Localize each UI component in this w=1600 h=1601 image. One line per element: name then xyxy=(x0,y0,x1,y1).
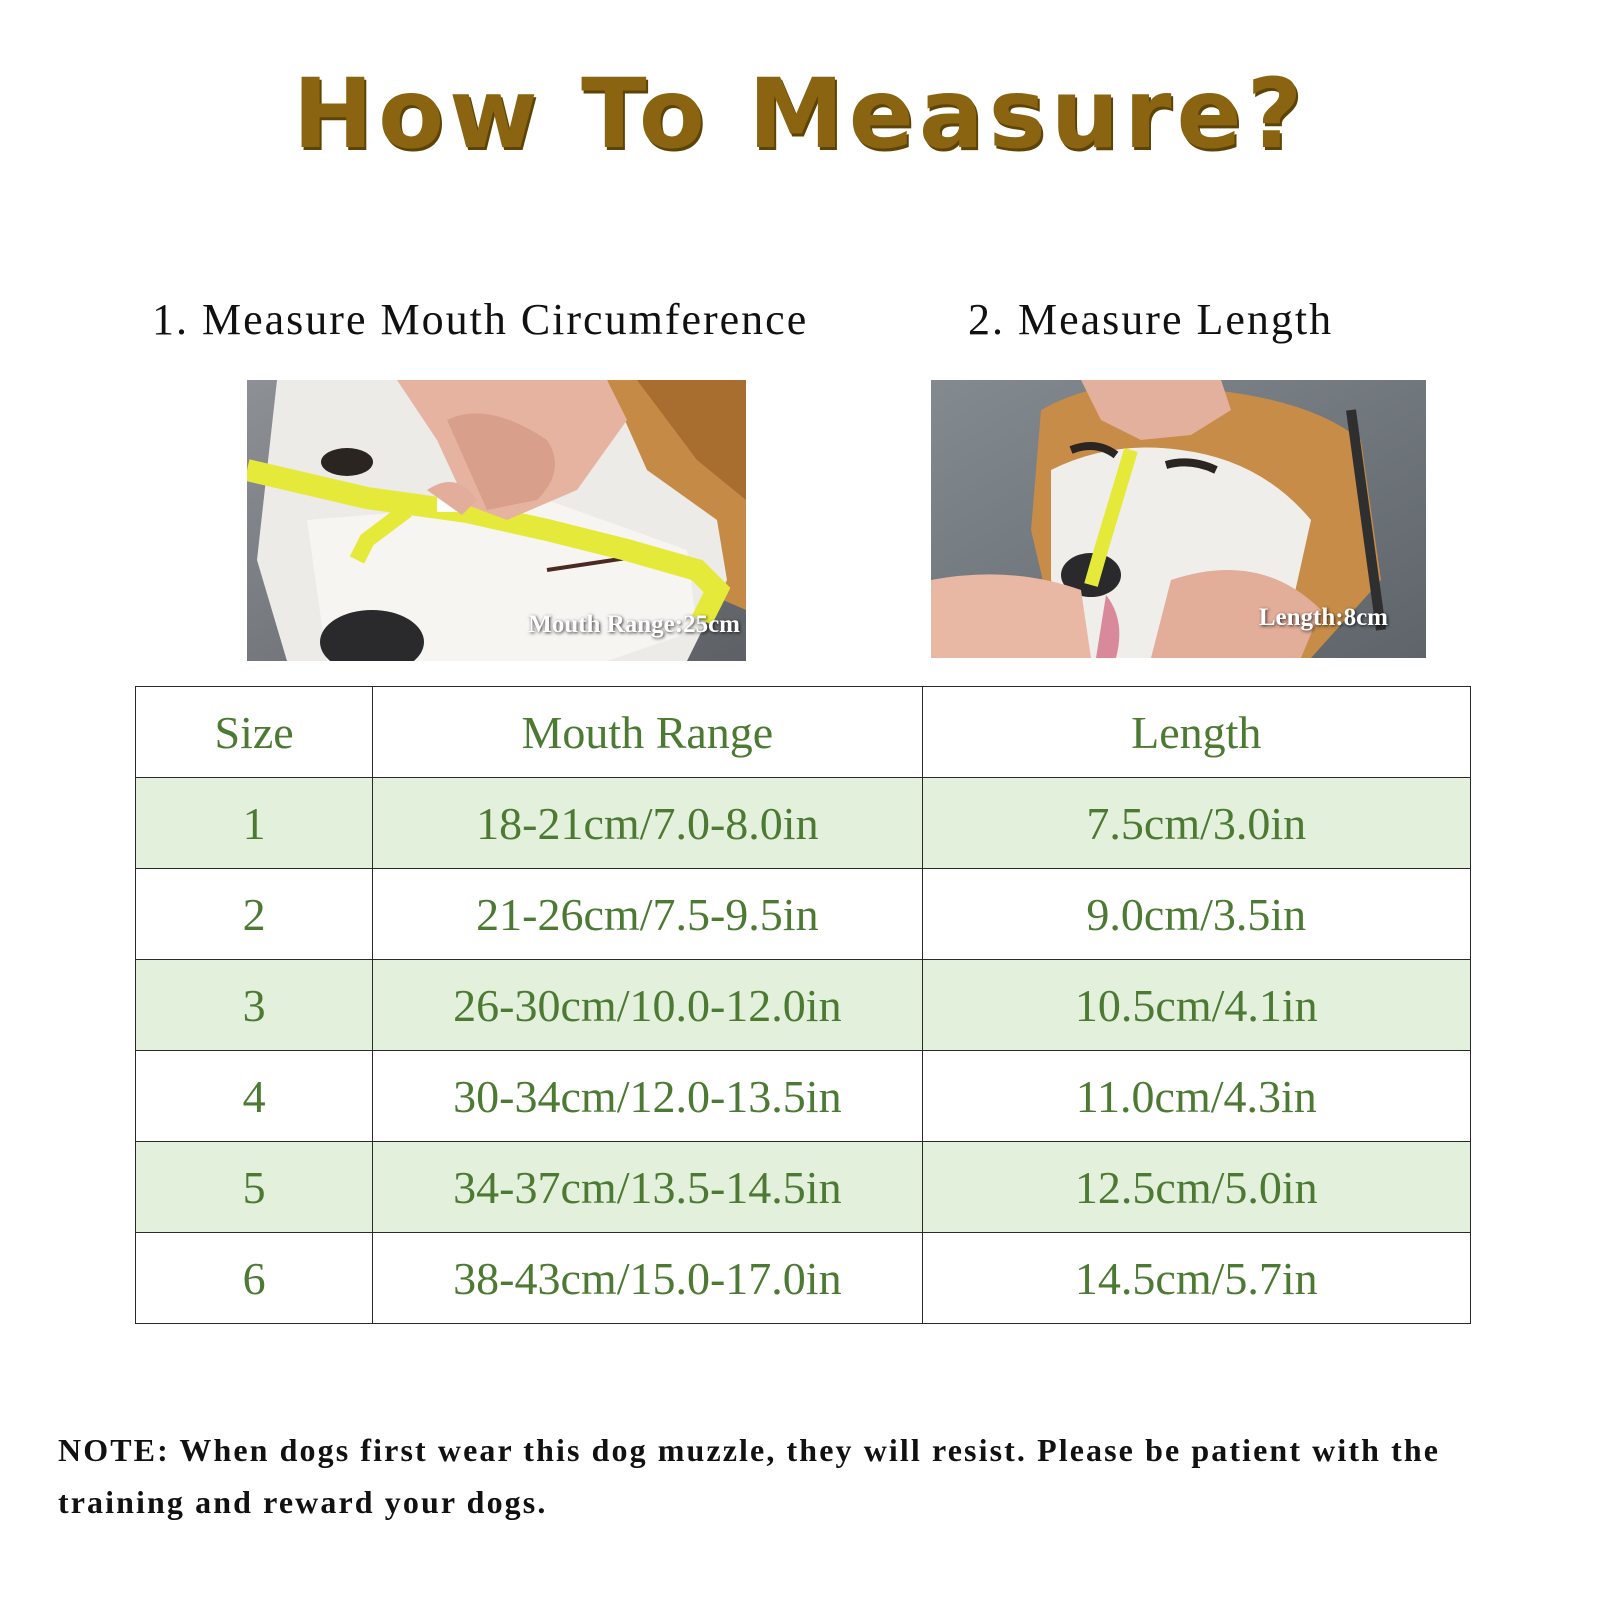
length-caption: Length:8cm xyxy=(1258,604,1388,631)
mouth-range-cell: 38-43cm/15.0-17.0in xyxy=(373,1233,922,1324)
table-row xyxy=(136,1142,1471,1233)
mouth-range-cell: 21-26cm/7.5-9.5in xyxy=(373,869,922,960)
header-length: Length xyxy=(922,687,1470,778)
size-chart-table xyxy=(135,686,1471,1324)
mouth-range-caption: Mouth Range:25cm xyxy=(528,611,740,638)
table-row xyxy=(136,1051,1471,1142)
step-1-label: 1. Measure Mouth Circumference xyxy=(152,295,809,344)
table-header-row xyxy=(136,687,1471,778)
length-cell: 14.5cm/5.7in xyxy=(922,1233,1470,1324)
length-cell: 11.0cm/4.3in xyxy=(922,1051,1470,1142)
length-cell: 10.5cm/4.1in xyxy=(922,960,1470,1051)
table-row xyxy=(136,960,1471,1051)
header-size: Size xyxy=(136,687,373,778)
mouth-range-cell: 30-34cm/12.0-13.5in xyxy=(373,1051,922,1142)
note-text: NOTE: When dogs first wear this dog muzzle, they will resist. Please be patient with the training and reward your dogs. xyxy=(58,1432,1441,1520)
length-cell: 9.0cm/3.5in xyxy=(922,869,1470,960)
size-cell: 4 xyxy=(136,1051,373,1142)
length-cell: 12.5cm/5.0in xyxy=(922,1142,1470,1233)
mouth-range-cell: 18-21cm/7.0-8.0in xyxy=(373,778,922,869)
step-2-label: 2. Measure Length xyxy=(968,295,1334,344)
table-row xyxy=(136,778,1471,869)
mouth-range-cell: 34-37cm/13.5-14.5in xyxy=(373,1142,922,1233)
table-row xyxy=(136,869,1471,960)
length-cell: 7.5cm/3.0in xyxy=(922,778,1470,869)
mouth-range-cell: 26-30cm/10.0-12.0in xyxy=(373,960,922,1051)
header-mouth-range: Mouth Range xyxy=(373,687,922,778)
size-cell: 5 xyxy=(136,1142,373,1233)
page-title: How To Measure? xyxy=(292,58,1308,170)
mouth-measure-photo xyxy=(247,380,746,661)
size-cell: 2 xyxy=(136,869,373,960)
size-cell: 3 xyxy=(136,960,373,1051)
table-row xyxy=(136,1233,1471,1324)
size-cell: 1 xyxy=(136,778,373,869)
length-measure-photo xyxy=(931,380,1426,658)
size-cell: 6 xyxy=(136,1233,373,1324)
